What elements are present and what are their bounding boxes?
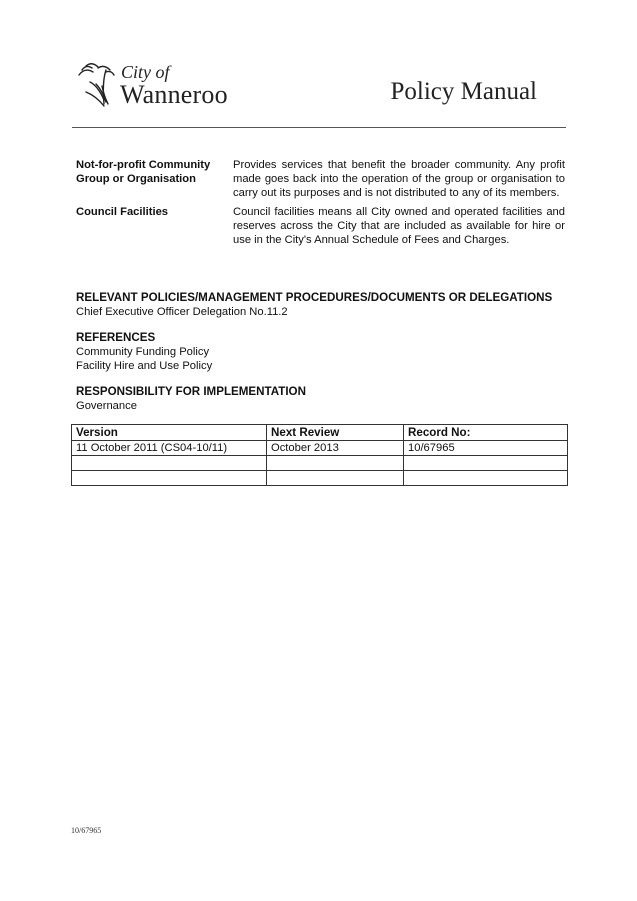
definition-term: Council Facilities <box>76 206 169 218</box>
section-item: Facility Hire and Use Policy <box>76 360 213 372</box>
section-heading: RELEVANT POLICIES/MANAGEMENT PROCEDURES/DOCUMENTS OR DELEGATIONS <box>76 291 553 304</box>
references-section <box>76 331 576 373</box>
column-header-record-no: Record No: <box>404 425 568 441</box>
page-title: Policy Manual <box>390 78 537 105</box>
table-cell <box>267 471 404 486</box>
logo-wanneroo: Wanneroo <box>120 80 228 109</box>
section-item: Community Funding Policy <box>76 346 210 358</box>
definition-description: Council facilities means all City owned and operated facilities and reserves across the City that are included as available for hire or use in the City's Annual Schedule of Fees and Charges. <box>233 206 565 246</box>
table-cell <box>404 471 568 486</box>
column-header-version: Version <box>72 425 267 441</box>
definition-description: Provides services that benefit the broader community. Any profit made goes back into the operation of the group or organisation to carry out its purposes and is not distributed to any of its members. <box>233 159 565 199</box>
definition-row <box>76 158 565 200</box>
definition-row <box>76 205 565 247</box>
column-header-next-review: Next Review <box>267 425 404 441</box>
header-divider <box>72 127 566 128</box>
section-item: Governance <box>76 400 137 412</box>
table-cell <box>72 456 267 471</box>
definitions-list <box>76 158 565 252</box>
table-row <box>72 471 568 486</box>
table-cell: 10/67965 <box>404 441 568 456</box>
responsibility-section <box>76 385 576 413</box>
definition-term: Not-for-profit Community Group or Organisation <box>76 159 211 185</box>
table-cell <box>72 471 267 486</box>
city-logo <box>76 62 256 114</box>
section-item: Chief Executive Officer Delegation No.11.2 <box>76 306 288 318</box>
table-header-row <box>72 425 568 441</box>
table-cell: October 2013 <box>267 441 404 456</box>
wildflower-logo-icon <box>76 62 120 114</box>
table-row <box>72 456 568 471</box>
table-cell: 11 October 2011 (CS04-10/11) <box>72 441 267 456</box>
revision-table <box>71 424 568 486</box>
logo-city-of: City of <box>121 62 170 82</box>
table-cell <box>404 456 568 471</box>
section-heading: REFERENCES <box>76 331 156 344</box>
table-row <box>72 441 568 456</box>
table-cell <box>267 456 404 471</box>
relevant-policies-section <box>76 291 576 319</box>
footer-record-number: 10/67965 <box>71 826 102 835</box>
section-heading: RESPONSIBILITY FOR IMPLEMENTATION <box>76 385 306 398</box>
